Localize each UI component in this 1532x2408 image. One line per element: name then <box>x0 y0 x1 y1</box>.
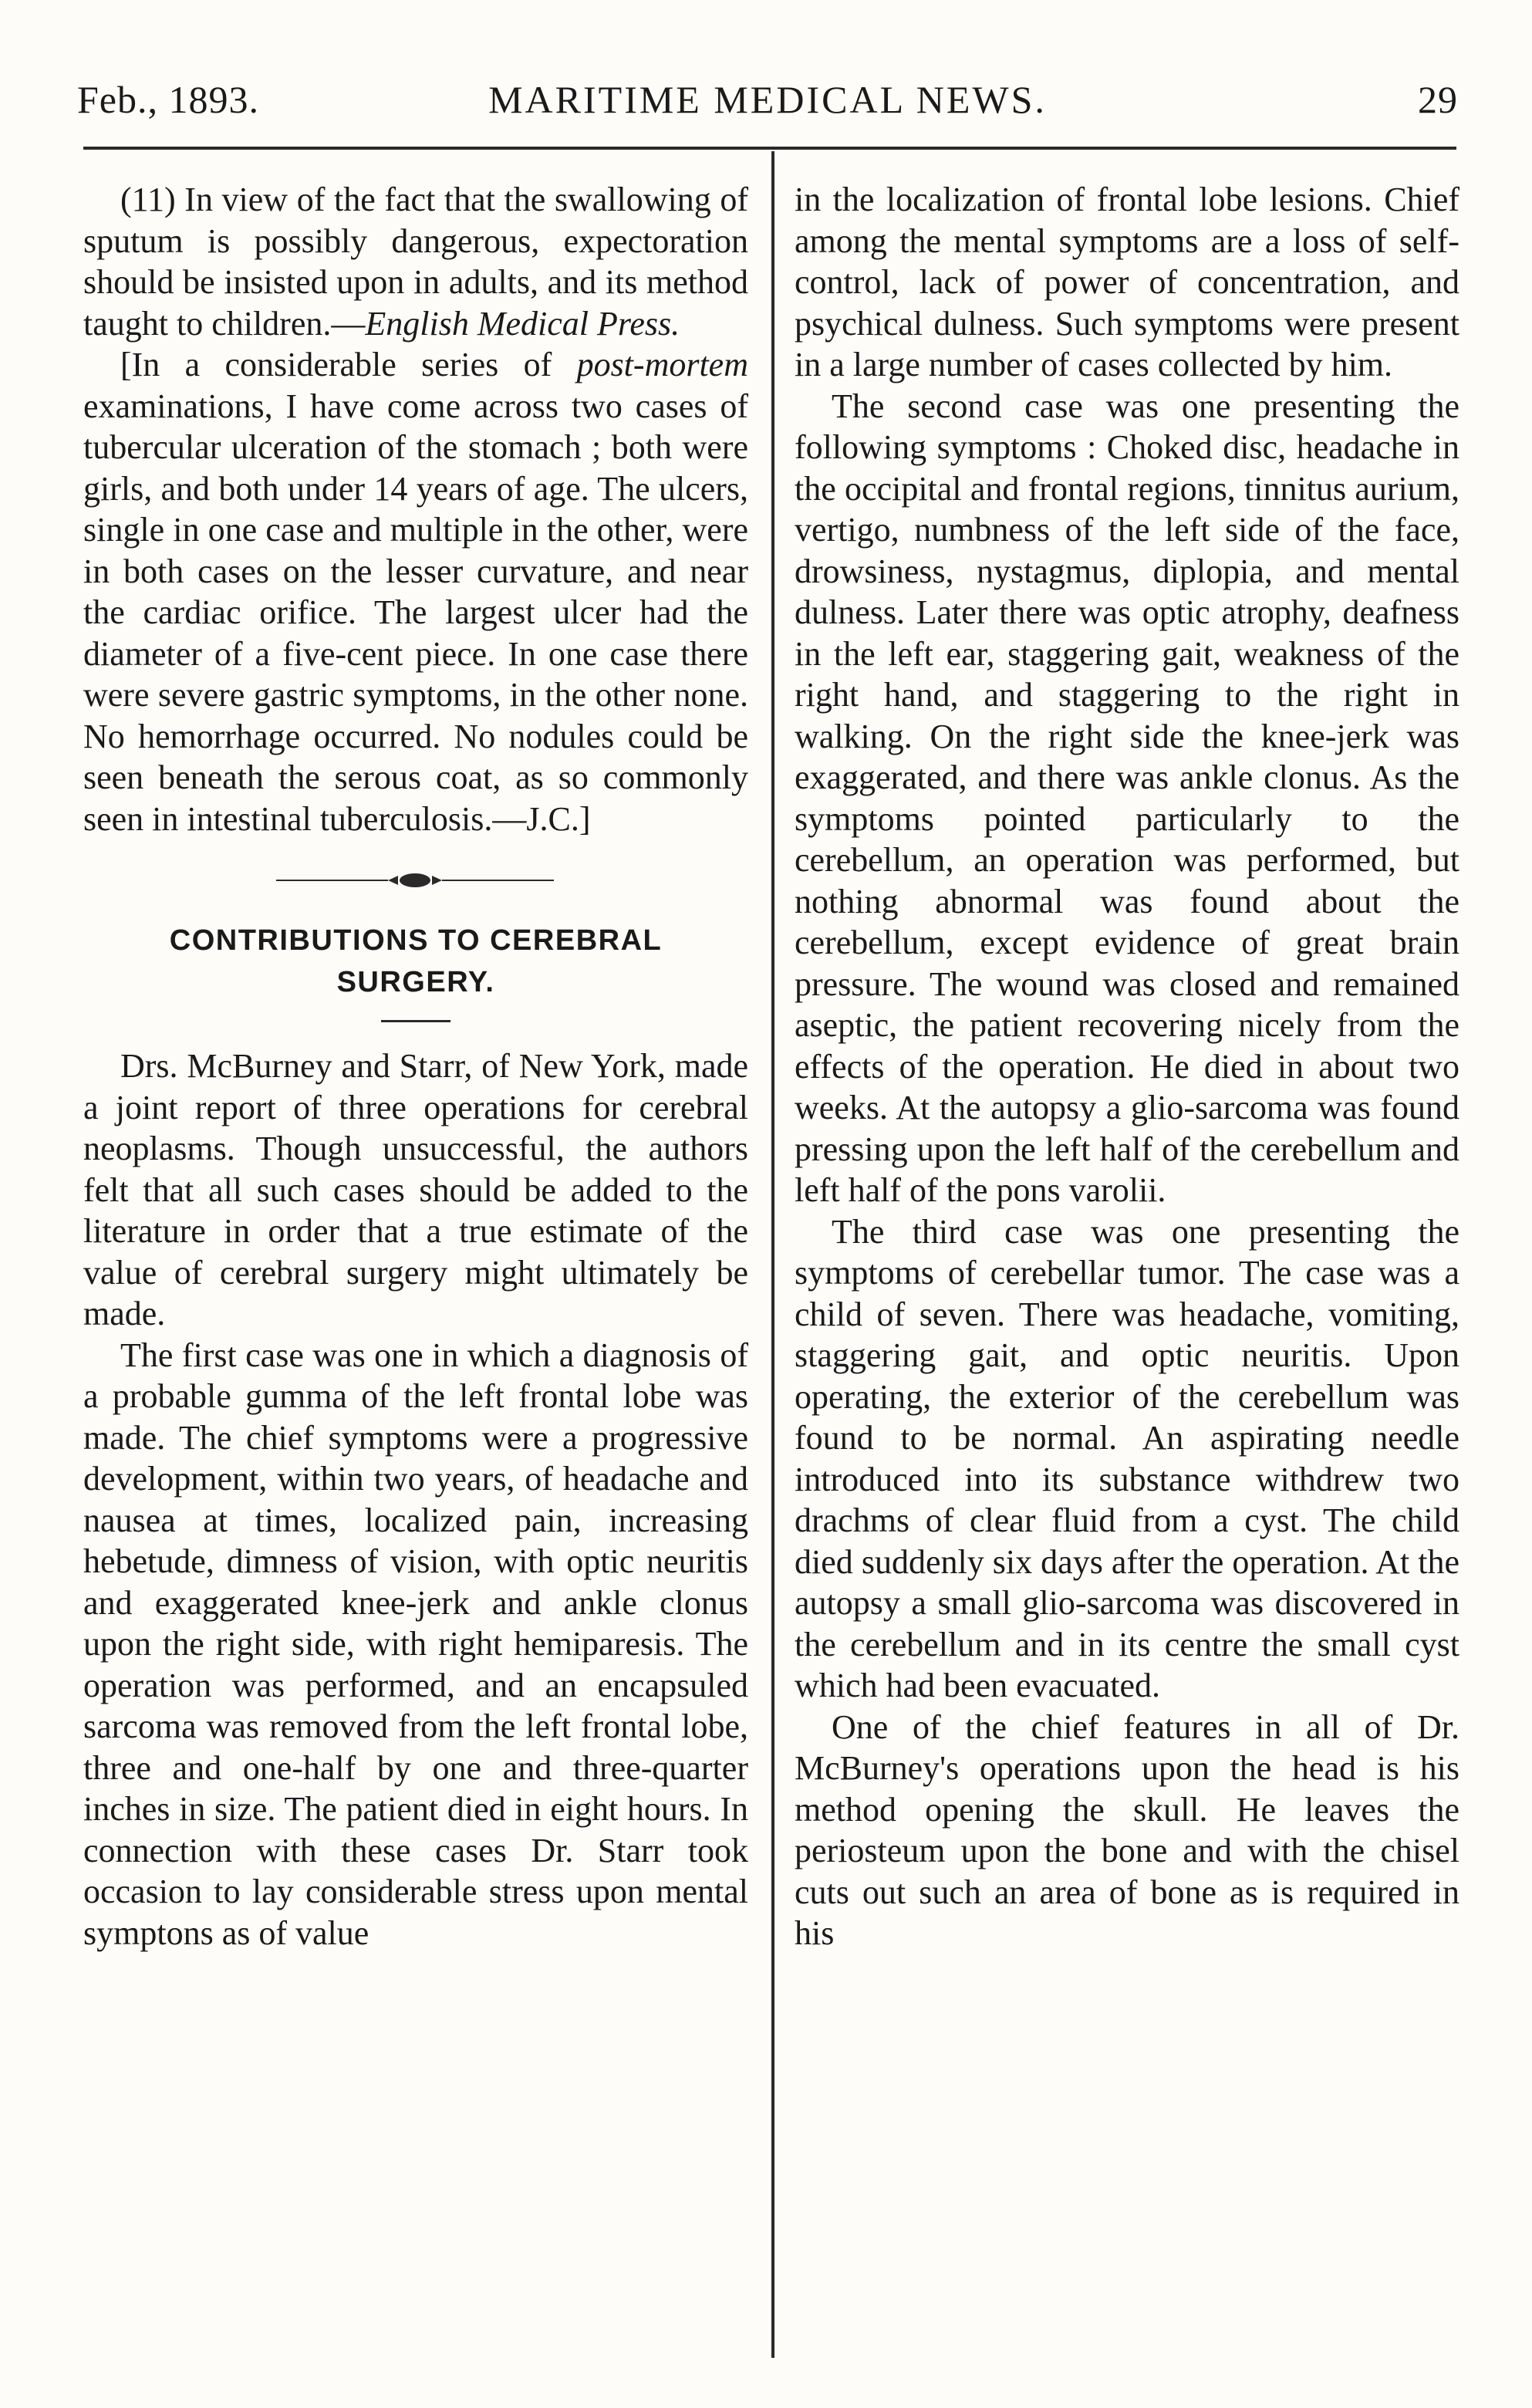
paragraph: in the localization of frontal lobe lesions. Chief among the mental symptoms are a loss of self-control, lack of power of concentration, and psychical dulness. Such symptoms were present in a large number of cases collected by him. <box>795 181 1459 383</box>
paragraph: The third case was one presenting the symptoms of cerebellar tumor. The case was a child of seven. There was headache, vomiting, staggering gait, and optic neuritis. Upon operating, the exterior of the cerebellum was found to be normal. An aspirating needle introduced into its substance withdrew two drachms of clear fluid from a cyst. The child died suddenly six days after the operation. At the autopsy a small glio-sarcoma was discovered in the cerebellum and in its centre the small cyst which had been evacuated. <box>795 1212 1459 1704</box>
section-ornament <box>83 855 748 909</box>
journal-title: MARITIME MEDICAL NEWS. <box>488 78 1047 121</box>
section-rule <box>381 1020 450 1022</box>
source-citation: English Medical Press. <box>365 304 680 343</box>
left-column <box>83 179 748 1954</box>
section-title-line: CONTRIBUTIONS TO CEREBRAL <box>169 924 663 957</box>
italic-term: post-mortem <box>576 346 748 383</box>
column-divider <box>771 151 774 2358</box>
paragraph: One of the chief features in all of Dr. McBurney's operations upon the head is his method opening the skull. He leaves the periosteum upon the bone and with the chisel cuts out such an area of bone as is required in his <box>795 1707 1459 1952</box>
paragraph-text: (11) In view of the fact that the swallowing of sputum is possibly dangerous, expectoration should be insisted upon in adults, and its method taught to children.— <box>83 181 748 343</box>
paragraph: The second case was one presenting the following symptoms : Choked disc, headache in the occipital and frontal regions, tinnitus aurium, vertigo, numbness of the left side of the face, drowsiness, nystagmus, diplopia, and mental dulness. Later there was optic atrophy, deafness in the left ear, staggering gait, weakness of the right hand, and staggering to the right in walking. On the right side the knee-jerk was exaggerated, and there was ankle clonus. As the symptoms pointed particularly to the cerebellum, an operation was performed, but nothing abnormal was found about the cerebellum, except evidence of great brain pressure. The wound was closed and remained aseptic, the patient recovering nicely from the effects of the operation. He died in about two weeks. At the autopsy a glio-sarcoma was found pressing upon the left half of the cerebellum and left half of the pons varolii. <box>795 387 1459 1209</box>
section-title <box>83 920 748 1003</box>
ornament-rule-icon <box>276 869 554 892</box>
paragraph-text: examinations, I have come across two cases of tubercular ulceration of the stomach ; both were girls, and both under 14 years of age. The ulcers, single in one case and multiple in the other, were in both cases on the lesser curvature, and near the cardiac orifice. The largest ulcer had the diameter of a five-cent piece. In one case there were severe gastric symptoms, in the other none. No hemorrhage occurred. No nodules could be seen beneath the serous coat, as so commonly seen in intestinal tuberculosis.—J.C.] <box>83 387 748 838</box>
right-column <box>795 179 1459 1954</box>
running-header <box>77 69 1458 139</box>
header-rule <box>83 147 1456 150</box>
section-title-line: SURGERY. <box>336 966 495 998</box>
paragraph: Drs. McBurney and Starr, of New York, made a joint report of three operations for cerebral neoplasms. Though unsuccessful, the authors felt that all such cases should be added to the literature in order that a true estimate of the value of cerebral surgery might ultimately be made. <box>83 1047 748 1332</box>
paragraph-text: [In a considerable series of <box>120 346 577 383</box>
issue-date: Feb., 1893. <box>77 78 259 121</box>
paragraph <box>83 344 748 839</box>
paragraph: The first case was one in which a diagnosis of a probable gumma of the left frontal lobe was made. The chief symptoms were a progressive development, within two years, of headache and nausea at times, localized pain, increasing hebetude, dimness of vision, with optic neuritis and exaggerated knee-jerk and ankle clonus upon the right side, with right hemiparesis. The operation was performed, and an encapsuled sarcoma was removed from the left frontal lobe, three and one-half by one and three-quarter inches in size. The patient died in eight hours. In connection with these cases Dr. Starr took occasion to lay considerable stress upon mental symptons as of value <box>83 1336 748 1952</box>
page-number: 29 <box>1418 78 1458 121</box>
paragraph <box>83 179 748 344</box>
